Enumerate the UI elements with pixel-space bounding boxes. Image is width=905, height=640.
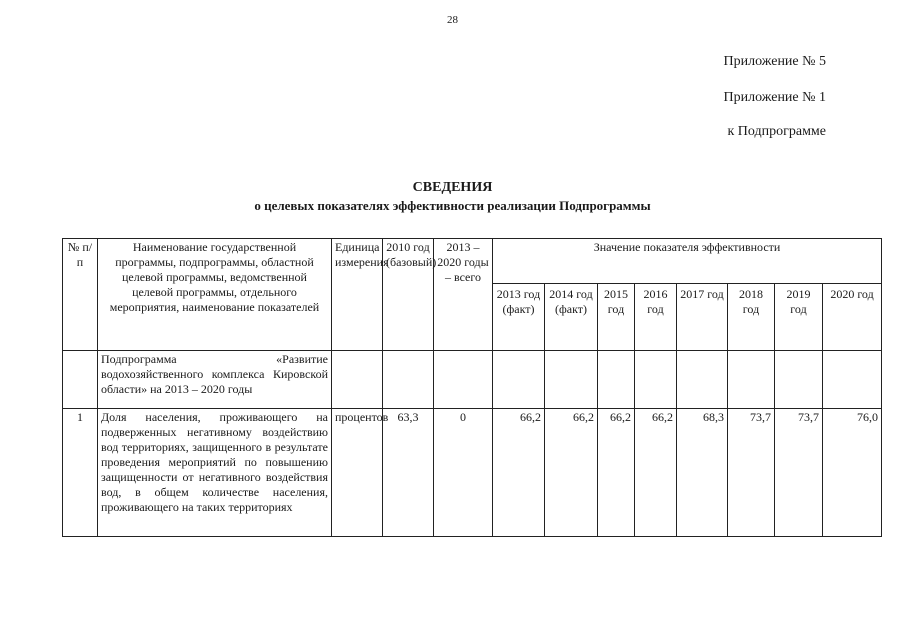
header-year: 2019 год [775, 284, 823, 351]
table-cell [728, 351, 775, 409]
header-year: 2020 год [823, 284, 882, 351]
indicator-name: Доля населения, проживающего на подверженных негативному воздействию вод территориях, защищенного в результате проведения мероприятий по повышению защищенности от негативного воздействия вод, в общем количестве населения, проживающего на таких территориях [98, 409, 332, 537]
header-number: № п/п [63, 239, 98, 351]
page-number: 28 [447, 14, 458, 26]
indicator-unit: процентов [332, 409, 383, 537]
table-cell [635, 351, 677, 409]
table-cell [545, 351, 598, 409]
indicator-value: 66,2 [635, 409, 677, 537]
document-title: СВЕДЕНИЯ [412, 180, 493, 195]
table-cell [598, 351, 635, 409]
document-subtitle: о целевых показателях эффективности реализации Подпрограммы [254, 198, 651, 213]
indicator-value: 76,0 [823, 409, 882, 537]
annex-line-3: к Подпрограмме [727, 124, 826, 139]
table-cell [493, 351, 545, 409]
header-total: 2013 – 2020 годы – всего [434, 239, 493, 351]
indicator-value: 68,3 [677, 409, 728, 537]
table-cell [775, 351, 823, 409]
table-cell [63, 351, 98, 409]
table-cell [332, 351, 383, 409]
indicator-row [63, 409, 882, 537]
header-year: 2015 год [598, 284, 635, 351]
header-year: 2018 год [728, 284, 775, 351]
subprogram-row [63, 351, 882, 409]
header-values-group: Значение показателя эффективности [493, 239, 882, 284]
header-year: 2013 год (факт) [493, 284, 545, 351]
header-row-1 [63, 239, 882, 284]
table-cell [823, 351, 882, 409]
indicator-value: 66,2 [598, 409, 635, 537]
annex-line-2: Приложение № 1 [723, 90, 826, 105]
indicator-value: 66,2 [493, 409, 545, 537]
header-year: 2017 год [677, 284, 728, 351]
table-cell [383, 351, 434, 409]
table-cell [677, 351, 728, 409]
indicators-table [62, 238, 882, 537]
header-year: 2014 год (факт) [545, 284, 598, 351]
indicator-value: 73,7 [728, 409, 775, 537]
indicator-total-value: 0 [434, 409, 493, 537]
annex-line-1: Приложение № 5 [723, 54, 826, 69]
header-base-year: 2010 год (базовый) [383, 239, 434, 351]
table-cell [434, 351, 493, 409]
subprogram-name: Подпрограмма «Развитие водохозяйственного комплекса Кировской области» на 2013 – 2020 годы [98, 351, 332, 409]
header-unit: Единица измерения [332, 239, 383, 351]
header-year: 2016 год [635, 284, 677, 351]
indicator-number: 1 [63, 409, 98, 537]
header-name: Наименование государственной программы, подпрограммы, областной целевой программы, ведомственной целевой программы, отдельного мероприятия, наименование показателей [98, 239, 332, 351]
indicator-base-value: 63,3 [383, 409, 434, 537]
indicator-value: 73,7 [775, 409, 823, 537]
indicator-value: 66,2 [545, 409, 598, 537]
